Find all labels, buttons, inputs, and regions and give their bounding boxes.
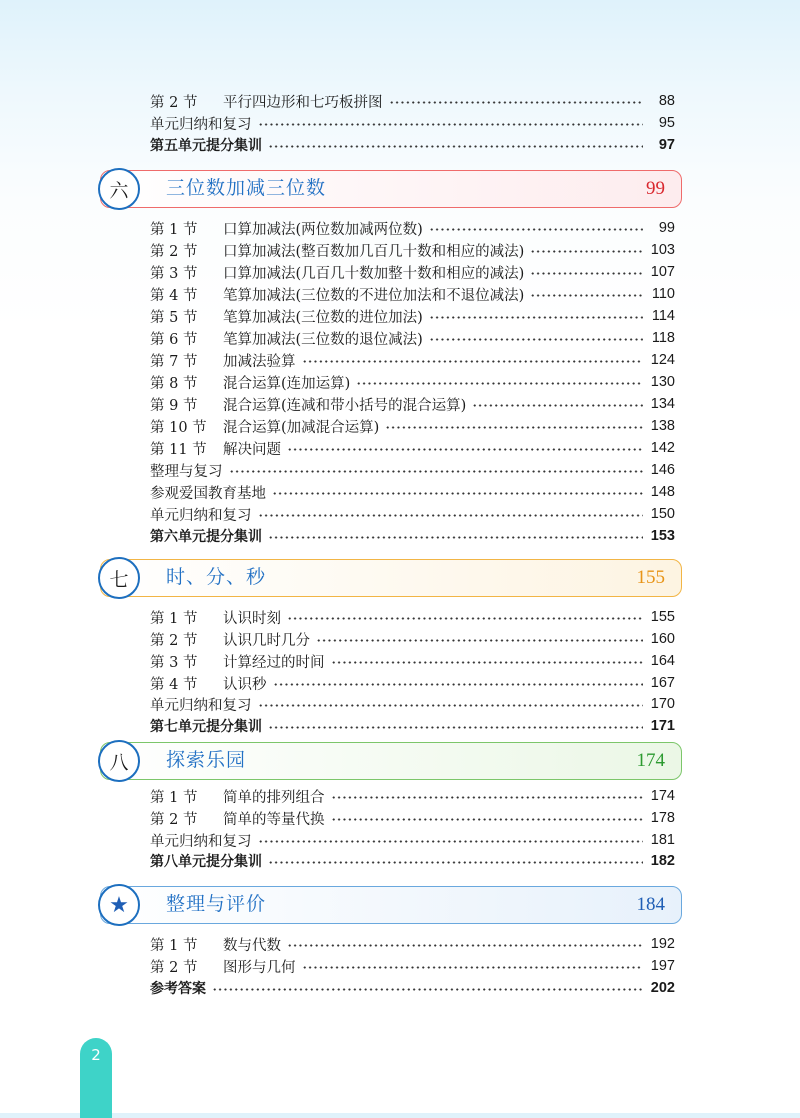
entry-title: 口算加减法(几百几十数加整十数和相应的减法) [223,265,525,282]
dot-leader [385,426,642,429]
footer-page-number: 2 [91,1046,101,1064]
section-number: 第 2 节 [150,959,198,976]
toc-entry[interactable] [150,349,675,371]
toc-entry[interactable] [150,371,675,393]
dot-leader [268,536,643,539]
unit-title: 时、分、秒 [166,566,267,588]
toc-entry[interactable] [150,393,675,415]
dot-leader [273,683,643,686]
page-number: 124 [650,352,675,368]
dot-leader [429,316,643,319]
section-number: 第 5 节 [150,309,198,326]
toc-entry[interactable] [150,305,675,327]
section-number: 第 9 节 [150,397,198,414]
unit-banner-7[interactable] [100,559,682,597]
dot-leader [302,360,643,363]
entry-title: 第六单元提分集训 [150,529,262,545]
page-number: 103 [650,242,675,258]
dot-leader [258,704,643,707]
unit-banner-6[interactable] [100,170,682,208]
toc-entry[interactable] [150,261,675,283]
entry-title: 混合运算(连减和带小括号的混合运算) [223,397,467,414]
entry-title: 口算加减法(两位数加减两位数) [223,221,423,238]
unit-banner-8[interactable] [100,742,682,780]
dot-leader [429,228,643,231]
entry-title: 参观爱国教育基地 [150,485,266,502]
toc-entry[interactable] [150,415,675,437]
entry-title: 第八单元提分集训 [150,854,262,870]
unit-badge: 七 [98,557,140,599]
toc-entry[interactable] [150,955,675,977]
page-number: 192 [650,936,675,952]
section-number: 第 2 节 [150,243,198,260]
toc-entry[interactable] [150,672,675,694]
toc-entry[interactable] [150,933,675,955]
entry-title: 单元归纳和复习 [150,833,252,850]
entry-title: 笔算加减法(三位数的进位加法) [223,309,423,326]
entry-title: 加减法验算 [223,353,296,370]
entry-title: 笔算加减法(三位数的不进位加法和不退位减法) [223,287,525,304]
dot-leader [258,123,644,126]
toc-entry[interactable] [150,327,675,349]
star-icon: ★ [98,884,140,926]
page-number: 110 [651,286,675,302]
page-number: 99 [658,220,675,236]
dot-leader [356,382,642,385]
section-number: 第 11 节 [150,441,207,458]
section-number: 第 3 节 [150,265,198,282]
toc-entry[interactable] [150,503,675,525]
entry-title: 解决问题 [223,441,281,458]
entry-title: 混合运算(连加运算) [223,375,351,392]
unit-title: 三位数加减三位数 [166,177,327,199]
dot-leader [268,861,643,864]
section-number: 第 10 节 [150,419,207,436]
dot-leader [302,966,643,969]
toc-entry[interactable] [150,785,675,807]
toc-entry[interactable] [150,807,675,829]
entry-title: 数与代数 [223,937,281,954]
section-number: 第 1 节 [150,789,198,806]
page-number: 97 [658,137,675,153]
page-number: 153 [650,528,675,544]
dot-leader [429,338,643,341]
page-number: 138 [650,418,675,434]
unit-badge: 八 [98,740,140,782]
page-number: 134 [650,396,675,412]
entry-title: 单元归纳和复习 [150,697,252,714]
entry-title: 图形与几何 [223,959,296,976]
entry-title: 单元归纳和复习 [150,507,252,524]
page-number: 118 [651,330,675,346]
page-number: 148 [650,484,675,500]
section-number: 第 2 节 [150,811,198,828]
section-number: 第 6 节 [150,331,198,348]
page-number: 95 [658,115,675,131]
toc-entry[interactable] [150,829,675,851]
dot-leader [272,492,643,495]
entry-title: 简单的排列组合 [223,789,325,806]
toc-entry[interactable] [150,217,675,239]
page-number: 160 [650,631,675,647]
section-number: 第 7 节 [150,353,198,370]
toc-entry[interactable] [150,693,675,715]
toc-entry[interactable] [150,606,675,628]
entry-title: 第七单元提分集训 [150,719,262,735]
dot-leader [331,661,643,664]
unit-badge: 六 [98,168,140,210]
toc-entry[interactable] [150,459,675,481]
page-number: 167 [650,675,675,691]
page-number: 88 [658,93,675,109]
page-number: 164 [650,653,675,669]
dot-leader [472,404,642,407]
page-number: 170 [650,696,675,712]
toc-entry-practice[interactable] [150,850,675,872]
unit-banner-review[interactable] [100,886,682,924]
entry-title: 平行四边形和七巧板拼图 [223,94,383,111]
entry-title: 单元归纳和复习 [150,116,252,133]
entry-title: 混合运算(加减混合运算) [223,419,380,436]
page-number: 181 [650,832,675,848]
unit-title: 探索乐园 [166,749,247,771]
unit-page: 155 [636,567,665,588]
page-number: 150 [650,506,675,522]
dot-leader [287,617,643,620]
toc-entry[interactable] [150,90,675,112]
section-number: 第 1 节 [150,221,198,238]
dot-leader [331,796,643,799]
unit-page: 184 [636,894,665,915]
section-number: 第 4 节 [150,287,198,304]
entry-title: 第五单元提分集训 [150,138,262,154]
section-number: 第 1 节 [150,610,198,627]
toc-entry[interactable] [150,283,675,305]
section-number: 第 3 节 [150,654,198,671]
page-number: 146 [650,462,675,478]
unit-page: 99 [646,178,665,199]
section-number: 第 8 节 [150,375,198,392]
page-number: 202 [650,980,675,996]
page-number: 178 [650,810,675,826]
page-number: 171 [650,718,675,734]
section-number: 第 2 节 [150,632,198,649]
dot-leader [268,726,643,729]
dot-leader [229,470,643,473]
entry-title: 认识几时几分 [223,632,310,649]
section-number: 第 2 节 [150,94,198,111]
entry-title: 口算加减法(整百数加几百几十数和相应的减法) [223,243,525,260]
dot-leader [268,145,643,148]
toc-entry-practice[interactable] [150,134,675,156]
page-number: 174 [650,788,675,804]
page-number: 142 [650,440,675,456]
entry-title: 简单的等量代换 [223,811,325,828]
entry-title: 认识秒 [223,676,267,693]
dot-leader [389,101,644,104]
dot-leader [316,639,643,642]
dot-leader [530,272,642,275]
section-number: 第 4 节 [150,676,198,693]
dot-leader [258,840,643,843]
toc-entry-practice[interactable] [150,525,675,547]
section-number: 第 1 节 [150,937,198,954]
unit-title: 整理与评价 [166,893,267,915]
entry-title: 笔算加减法(三位数的退位减法) [223,331,423,348]
dot-leader [287,448,643,451]
page-number-tab [80,1038,112,1118]
dot-leader [258,514,643,517]
page-number: 114 [651,308,675,324]
toc-entry[interactable] [150,650,675,672]
page-number: 155 [650,609,675,625]
toc-entry-practice[interactable] [150,715,675,737]
toc-entry[interactable] [150,628,675,650]
dot-leader [287,944,643,947]
dot-leader [530,294,643,297]
entry-title: 整理与复习 [150,463,223,480]
toc-entry[interactable] [150,112,675,134]
dot-leader [331,818,643,821]
entry-title: 计算经过的时间 [223,654,325,671]
page-number: 107 [650,264,675,280]
dot-leader [212,988,643,991]
toc-entry[interactable] [150,437,675,459]
entry-title: 参考答案 [150,981,206,997]
page-number: 182 [650,853,675,869]
page-number: 130 [650,374,675,390]
page-number: 197 [650,958,675,974]
dot-leader [530,250,642,253]
entry-title: 认识时刻 [223,610,281,627]
toc-entry[interactable] [150,481,675,503]
toc-entry[interactable] [150,239,675,261]
unit-page: 174 [636,750,665,771]
toc-entry-answers[interactable] [150,977,675,999]
